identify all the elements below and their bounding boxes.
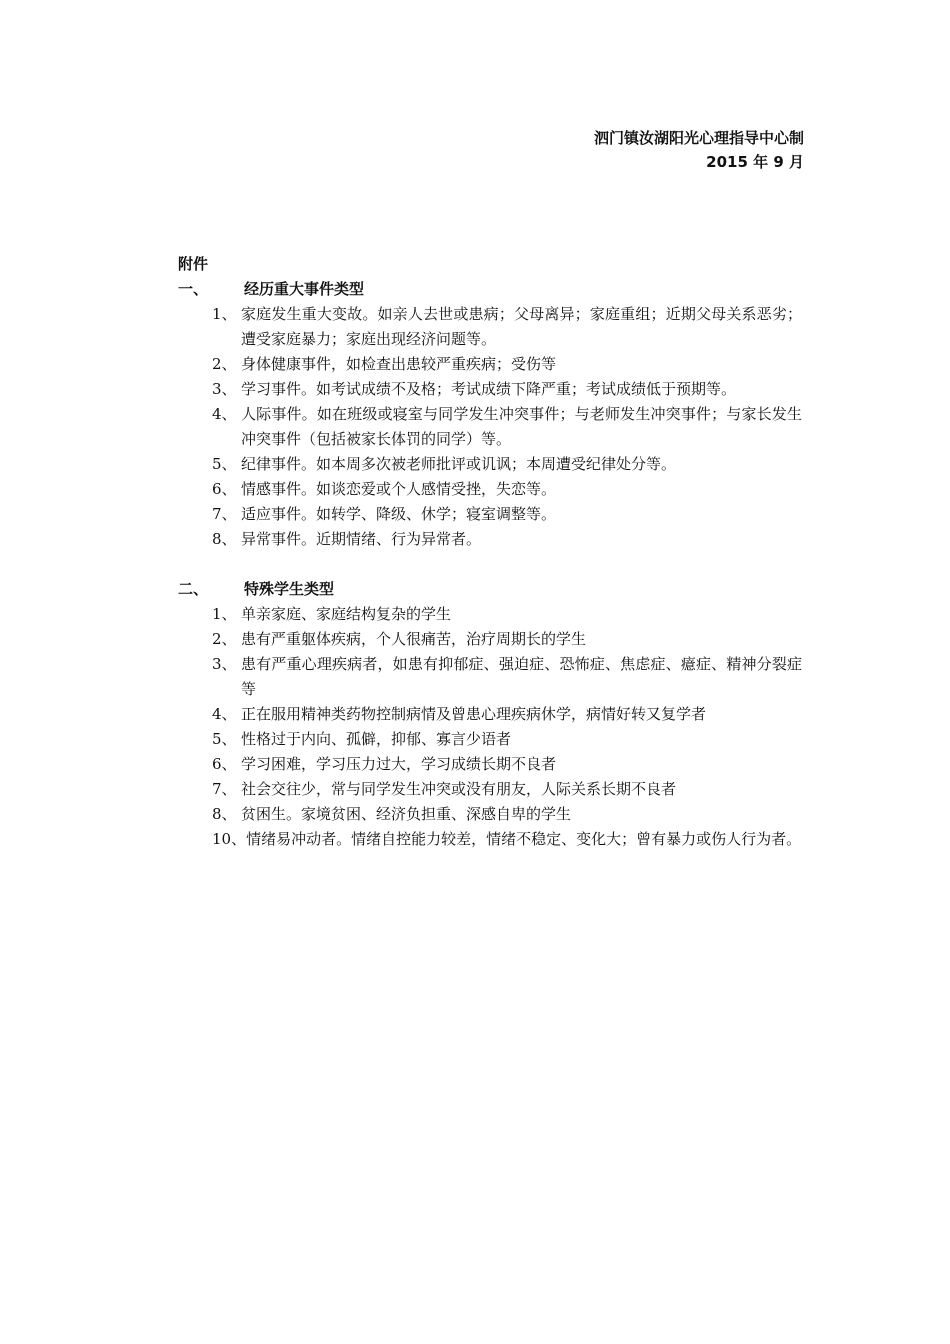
list-item	[178, 727, 802, 752]
item-text: 正在服用精神类药物控制病情及曾患心理疾病休学，病情好转又复学者	[241, 705, 707, 723]
item-text: 贫困生。家境贫困、经济负担重、深感自卑的学生	[241, 805, 572, 823]
list-item	[178, 502, 802, 527]
section-major-events	[178, 277, 802, 552]
list-item	[178, 527, 802, 552]
item-number: 4、	[212, 405, 237, 423]
list-item	[178, 802, 802, 827]
list-item	[178, 477, 802, 502]
item-number: 8、	[212, 805, 237, 823]
section-special-students	[178, 577, 802, 852]
item-text: 患有严重躯体疾病，个人很痛苦，治疗周期长的学生	[241, 630, 587, 648]
item-number: 7、	[212, 505, 237, 523]
item-text: 单亲家庭、家庭结构复杂的学生	[241, 605, 452, 623]
section-title: 经历重大事件类型	[244, 280, 365, 298]
item-text: 学习困难，学习压力过大，学习成绩长期不良者	[241, 755, 557, 773]
item-text: 社会交往少，常与同学发生冲突或没有朋友，人际关系长期不良者	[241, 780, 677, 798]
item-number: 7、	[212, 780, 237, 798]
item-number: 6、	[212, 755, 237, 773]
item-number: 2、	[212, 630, 237, 648]
list-item	[178, 602, 802, 627]
document-date: 2015 年 9 月	[706, 153, 804, 171]
item-text: 纪律事件。如本周多次被老师批评或讥讽；本周遭受纪律处分等。	[241, 455, 677, 473]
event-type-list	[178, 302, 802, 552]
list-item	[178, 827, 802, 852]
list-item	[178, 627, 802, 652]
section-heading	[178, 277, 802, 302]
item-number: 8、	[212, 530, 237, 548]
item-number: 1、	[212, 305, 237, 323]
item-number: 10、	[212, 830, 247, 848]
list-item	[178, 302, 802, 352]
list-item	[178, 452, 802, 477]
item-text: 适应事件。如转学、降级、休学；寝室调整等。	[241, 505, 557, 523]
organization-name: 泗门镇汝湖阳光心理指导中心制	[593, 129, 804, 147]
section-title: 特殊学生类型	[244, 580, 335, 598]
item-text: 人际事件。如在班级或寝室与同学发生冲突事件；与老师发生冲突事件；与家长发生冲突事件（包括被家长体罚的同学）等。	[241, 405, 802, 448]
attachment-label: 附件	[178, 255, 209, 273]
item-text: 学习事件。如考试成绩不及格；考试成绩下降严重；考试成绩低于预期等。	[241, 380, 737, 398]
item-number: 5、	[212, 455, 237, 473]
item-text: 家庭发生重大变故。如亲人去世或患病；父母离异；家庭重组；近期父母关系恶劣；遭受家庭暴力；家庭出现经济问题等。	[241, 305, 802, 348]
document-header	[594, 126, 804, 174]
section-heading	[178, 577, 802, 602]
item-text: 性格过于内向、孤僻，抑郁、寡言少语者	[241, 730, 512, 748]
list-item	[178, 377, 802, 402]
item-number: 5、	[212, 730, 237, 748]
item-number: 1、	[212, 605, 237, 623]
item-text: 情感事件。如谈恋爱或个人感情受挫，失恋等。	[241, 480, 557, 498]
list-item	[178, 402, 802, 452]
item-number: 3、	[212, 380, 237, 398]
list-item	[178, 352, 802, 377]
student-type-list	[178, 602, 802, 852]
section-number: 二、	[178, 580, 209, 598]
list-item	[178, 752, 802, 777]
list-item	[178, 777, 802, 802]
list-item	[178, 652, 802, 702]
item-text: 身体健康事件，如检查出患较严重疾病；受伤等	[241, 355, 557, 373]
item-text: 情绪易冲动者。情绪自控能力较差，情绪不稳定、变化大；曾有暴力或伤人行为者。	[246, 830, 802, 848]
item-number: 4、	[212, 705, 237, 723]
item-number: 3、	[212, 655, 237, 673]
item-number: 2、	[212, 355, 237, 373]
list-item	[178, 702, 802, 727]
item-text: 异常事件。近期情绪、行为异常者。	[241, 530, 482, 548]
section-number: 一、	[178, 280, 209, 298]
item-number: 6、	[212, 480, 237, 498]
document-body	[178, 252, 802, 852]
item-text: 患有严重心理疾病者，如患有抑郁症、强迫症、恐怖症、焦虑症、癔症、精神分裂症等	[241, 655, 802, 698]
